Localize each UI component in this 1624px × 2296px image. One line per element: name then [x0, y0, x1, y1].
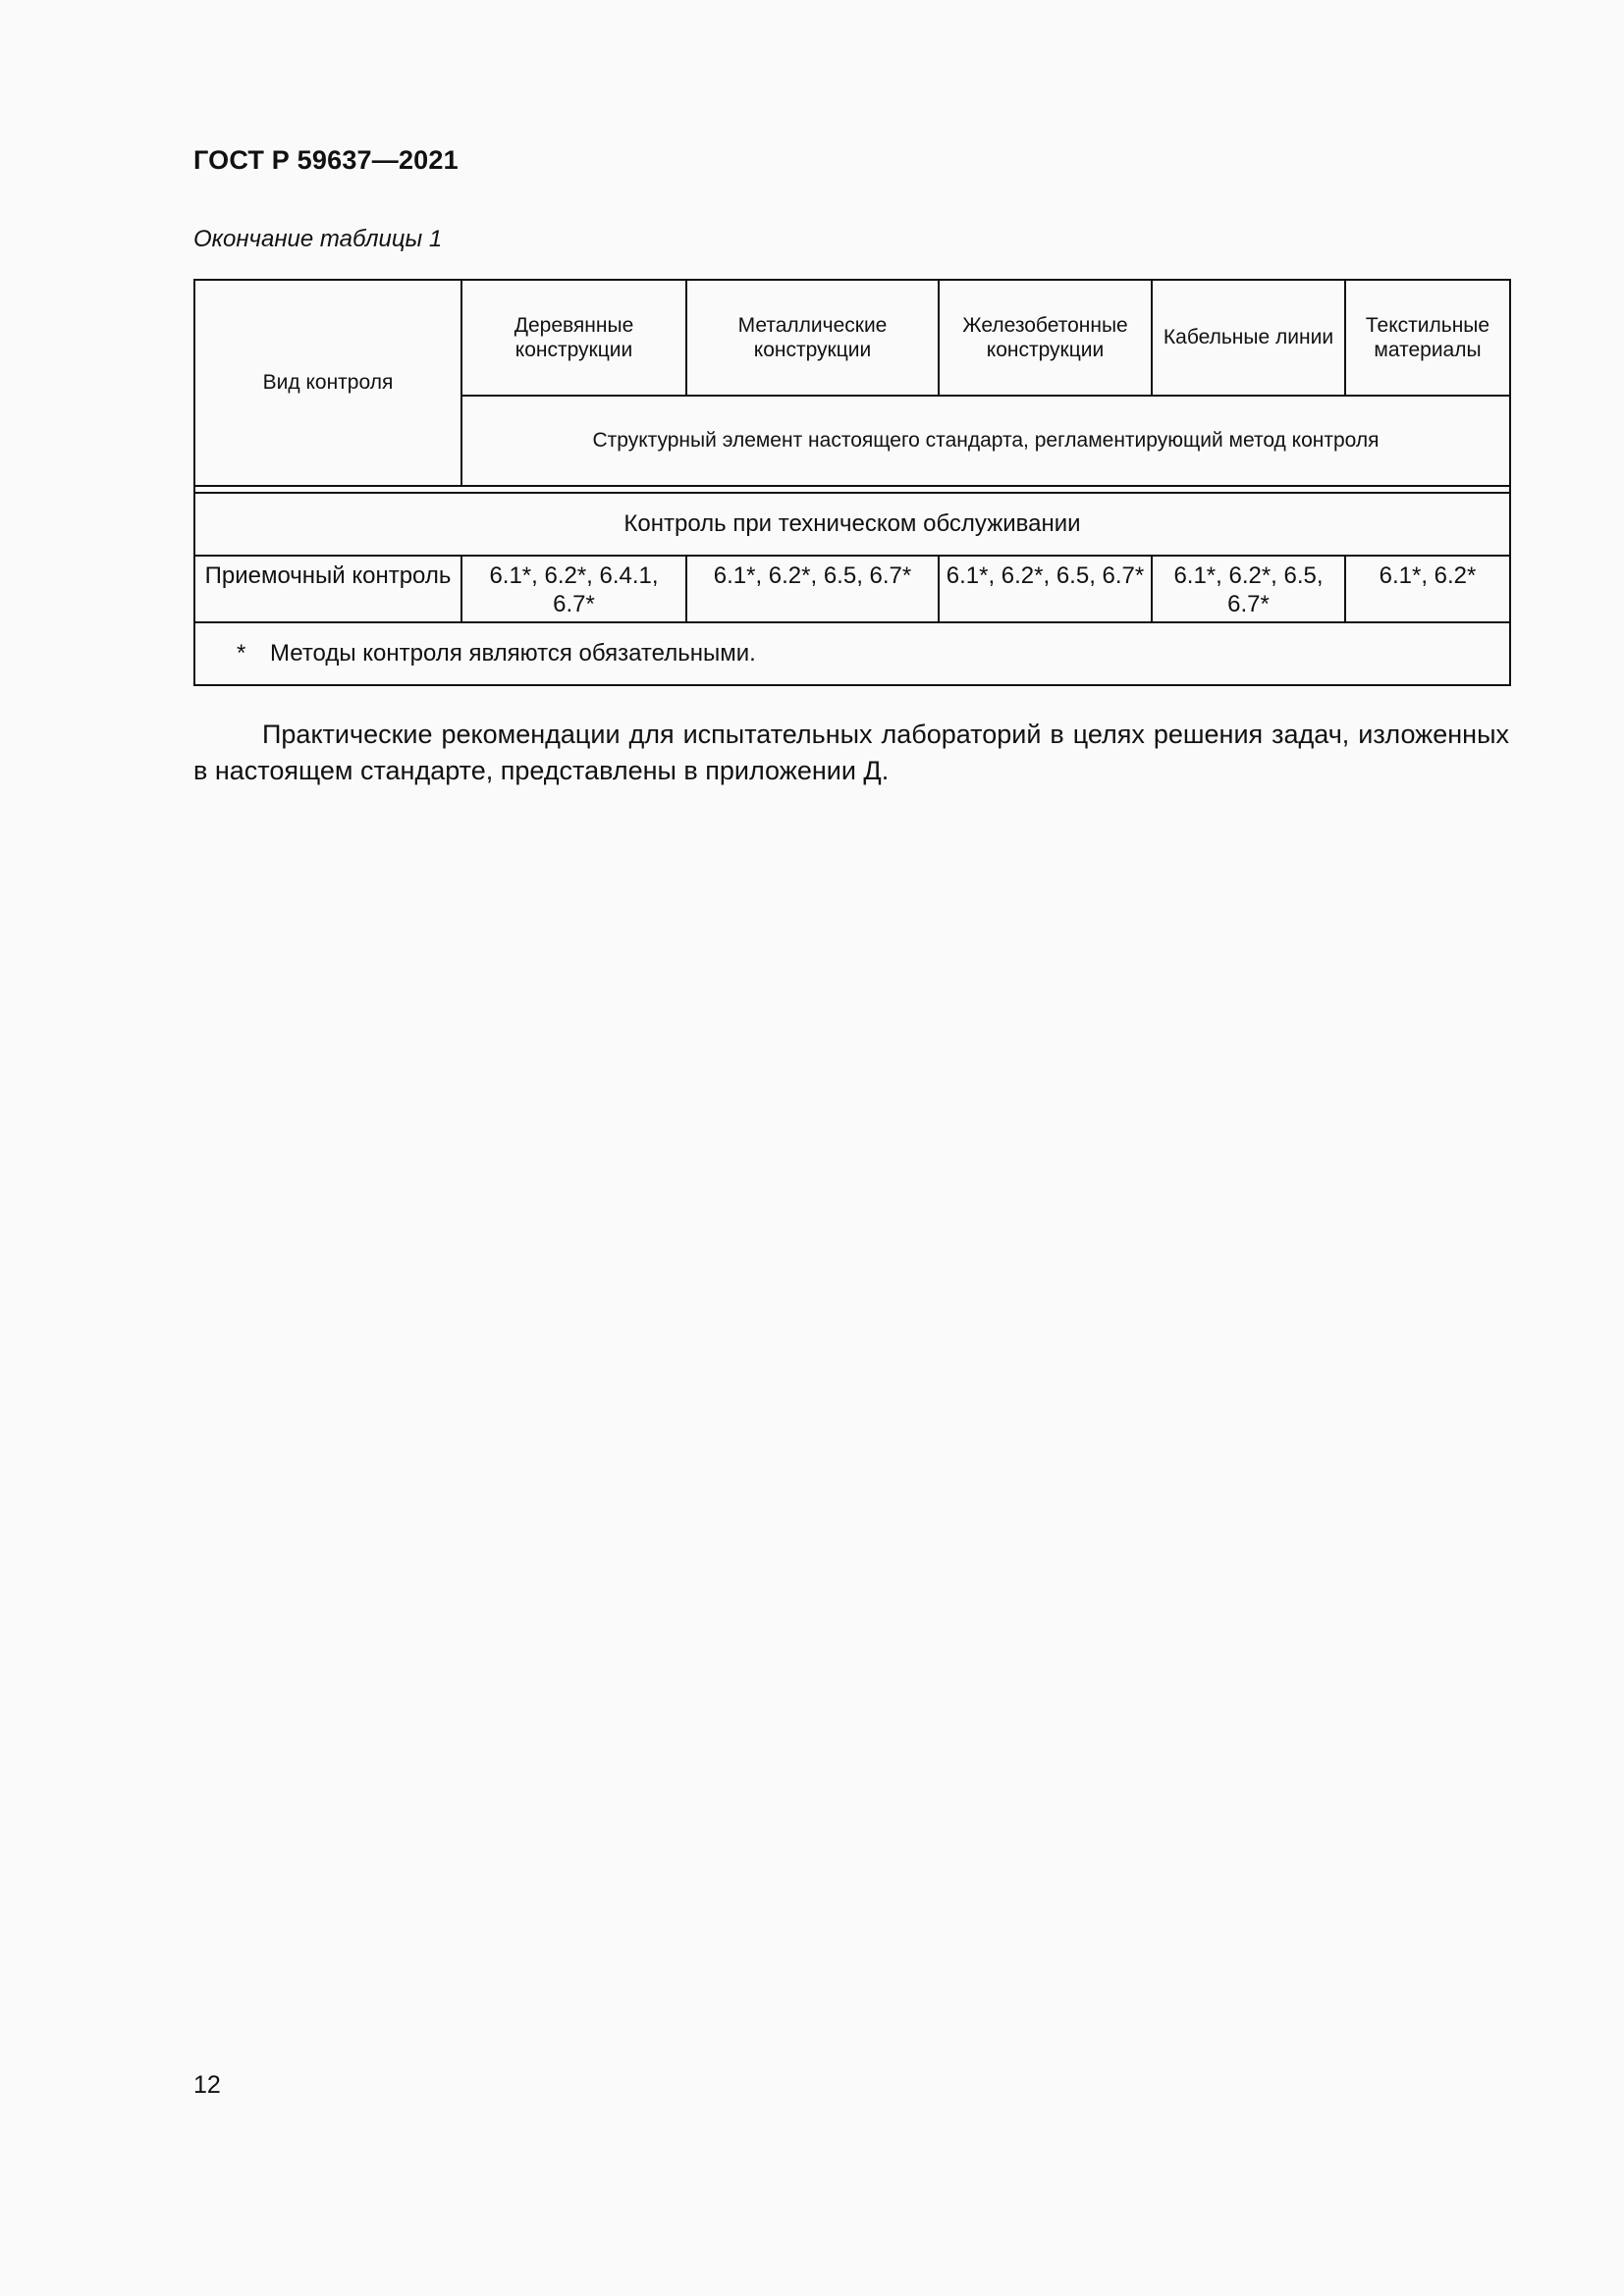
column-header-concrete: Железобетонные конструкции	[939, 280, 1152, 396]
column-header-wood: Деревянные конструкции	[461, 280, 686, 396]
row-label-cell: Приемочный контроль	[194, 556, 461, 622]
page-number: 12	[193, 2071, 221, 2099]
note-mark: *	[237, 639, 246, 667]
document-header: ГОСТ Р 59637—2021	[193, 145, 459, 175]
row-header-cell: Вид контроля	[194, 280, 461, 486]
table-caption: Окончание таблицы 1	[193, 226, 443, 252]
value-cell-metal: 6.1*, 6.2*, 6.5, 6.7*	[686, 556, 939, 622]
subheader-cell: Структурный элемент настоящего стандарта, регламентирующий метод контроля	[461, 396, 1510, 486]
body-paragraph: Практические рекомендации для испытательных лабораторий в целях решения задач, изложенных в настоящем стандарте, представлены в приложении Д.	[193, 720, 1509, 785]
table-row	[194, 556, 1510, 622]
table-note-cell	[194, 622, 1510, 685]
column-header-metal: Металлические конструкции	[686, 280, 939, 396]
value-cell-concrete: 6.1*, 6.2*, 6.5, 6.7*	[939, 556, 1152, 622]
value-cell-wood: 6.1*, 6.2*, 6.4.1, 6.7*	[461, 556, 686, 622]
column-header-cable: Кабельные линии	[1152, 280, 1345, 396]
value-cell-cable: 6.1*, 6.2*, 6.5, 6.7*	[1152, 556, 1345, 622]
control-methods-table	[193, 279, 1511, 686]
header-double-rule	[194, 486, 1510, 493]
value-cell-textile: 6.1*, 6.2*	[1345, 556, 1510, 622]
column-header-textile: Текстильные материалы	[1345, 280, 1510, 396]
section-title-cell: Контроль при техническом обслуживании	[194, 493, 1510, 556]
note-text: Методы контроля являются обязательными.	[270, 639, 756, 667]
